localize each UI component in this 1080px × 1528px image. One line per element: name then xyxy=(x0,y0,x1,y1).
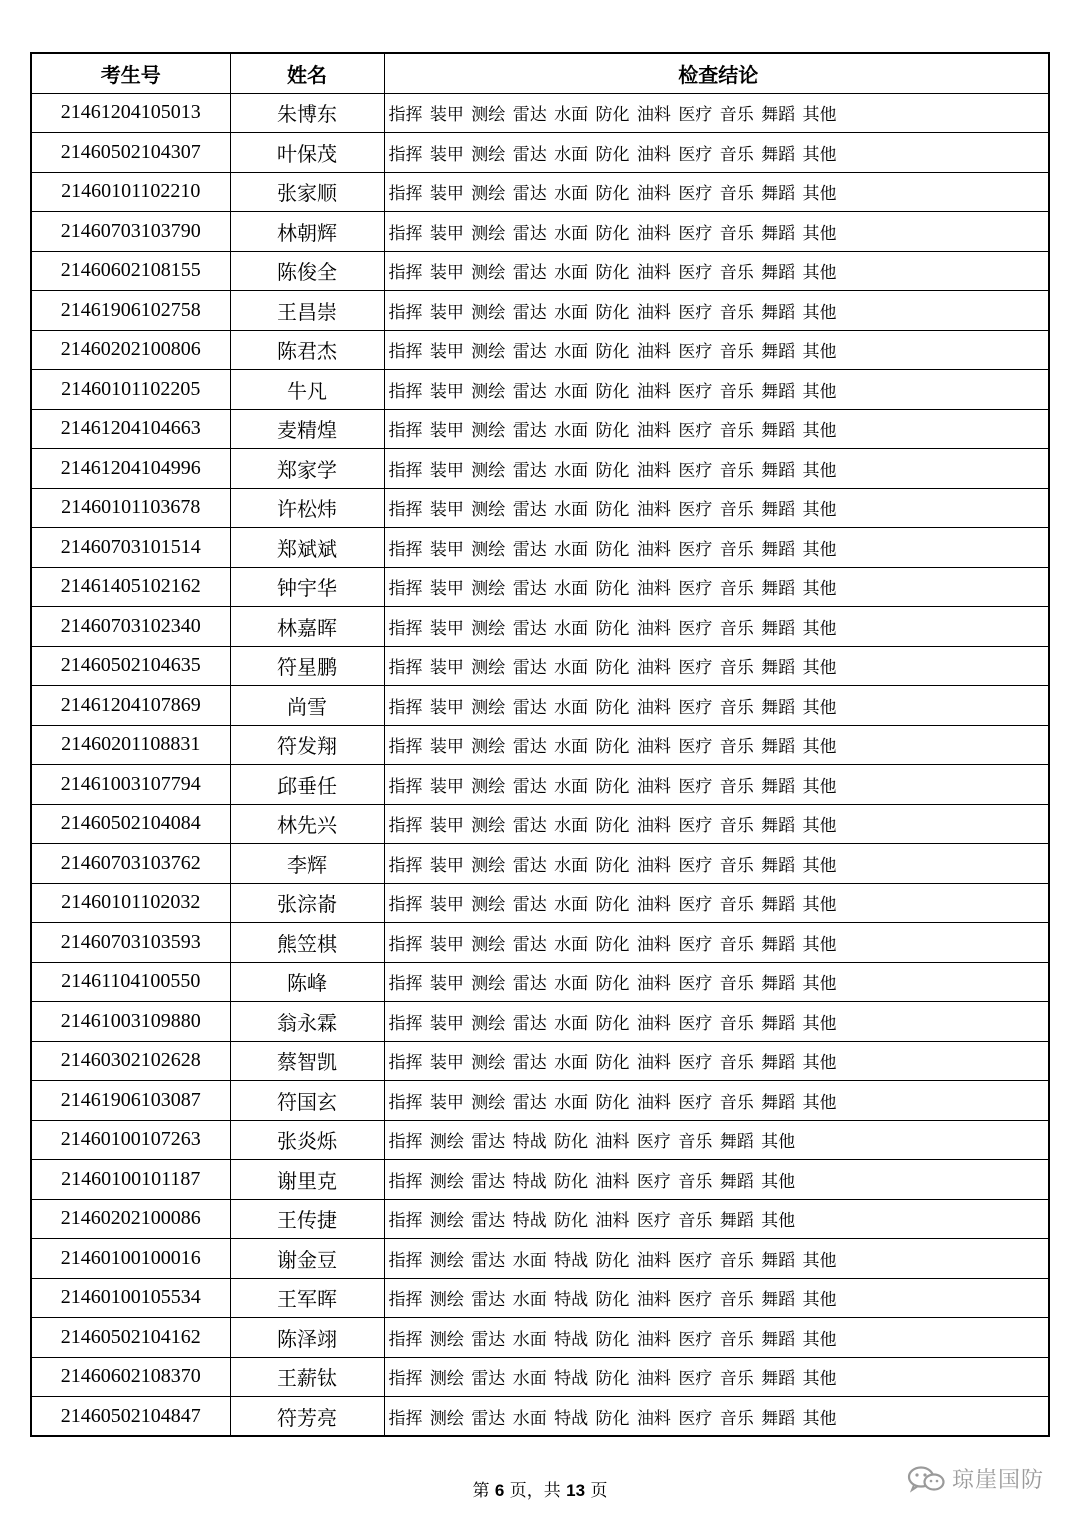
table-row xyxy=(31,725,1049,765)
name-cell: 王昌崇 xyxy=(230,291,384,331)
exam-id-cell: 21461204105013 xyxy=(31,93,230,133)
table-row xyxy=(31,409,1049,449)
result-cell: 指挥 装甲 测绘 雷达 水面 防化 油料 医疗 音乐 舞蹈 其他 xyxy=(384,1081,1049,1121)
name-cell: 麦精煌 xyxy=(230,409,384,449)
result-cell: 指挥 测绘 雷达 水面 特战 防化 油料 医疗 音乐 舞蹈 其他 xyxy=(384,1357,1049,1397)
name-cell: 牛凡 xyxy=(230,370,384,410)
name-cell: 陈泽翊 xyxy=(230,1318,384,1358)
table-row xyxy=(31,1120,1049,1160)
header-exam-id: 考生号 xyxy=(31,53,230,93)
table-row xyxy=(31,1357,1049,1397)
name-cell: 林朝辉 xyxy=(230,212,384,252)
result-cell: 指挥 装甲 测绘 雷达 水面 防化 油料 医疗 音乐 舞蹈 其他 xyxy=(384,1041,1049,1081)
exam-id-cell: 21460703103762 xyxy=(31,844,230,884)
result-cell: 指挥 装甲 测绘 雷达 水面 防化 油料 医疗 音乐 舞蹈 其他 xyxy=(384,725,1049,765)
exam-id-cell: 21460502104635 xyxy=(31,646,230,686)
name-cell: 钟宇华 xyxy=(230,567,384,607)
result-cell: 指挥 装甲 测绘 雷达 水面 防化 油料 医疗 音乐 舞蹈 其他 xyxy=(384,409,1049,449)
exam-id-cell: 21461906102758 xyxy=(31,291,230,331)
table-header-row xyxy=(31,53,1049,93)
table-row xyxy=(31,883,1049,923)
name-cell: 陈峰 xyxy=(230,962,384,1002)
header-result: 检查结论 xyxy=(384,53,1049,93)
table-row xyxy=(31,1041,1049,1081)
table-row xyxy=(31,686,1049,726)
result-cell: 指挥 装甲 测绘 雷达 水面 防化 油料 医疗 音乐 舞蹈 其他 xyxy=(384,567,1049,607)
result-cell: 指挥 装甲 测绘 雷达 水面 防化 油料 医疗 音乐 舞蹈 其他 xyxy=(384,962,1049,1002)
result-cell: 指挥 装甲 测绘 雷达 水面 防化 油料 医疗 音乐 舞蹈 其他 xyxy=(384,646,1049,686)
exam-id-cell: 21460602108370 xyxy=(31,1357,230,1397)
table-row xyxy=(31,212,1049,252)
exam-id-cell: 21460502104084 xyxy=(31,804,230,844)
exam-id-cell: 21460703101514 xyxy=(31,528,230,568)
table-row xyxy=(31,765,1049,805)
footer-total-pages: 13 xyxy=(566,1481,586,1500)
name-cell: 谢里克 xyxy=(230,1160,384,1200)
exam-id-cell: 21461405102162 xyxy=(31,567,230,607)
exam-id-cell: 21461204107869 xyxy=(31,686,230,726)
exam-id-cell: 21460703103790 xyxy=(31,212,230,252)
name-cell: 王传捷 xyxy=(230,1199,384,1239)
exam-id-cell: 21461104100550 xyxy=(31,962,230,1002)
name-cell: 翁永霖 xyxy=(230,1002,384,1042)
result-cell: 指挥 装甲 测绘 雷达 水面 防化 油料 医疗 音乐 舞蹈 其他 xyxy=(384,330,1049,370)
exam-id-cell: 21460602108155 xyxy=(31,251,230,291)
result-cell: 指挥 测绘 雷达 水面 特战 防化 油料 医疗 音乐 舞蹈 其他 xyxy=(384,1397,1049,1437)
exam-id-cell: 21460502104307 xyxy=(31,133,230,173)
exam-id-cell: 21460502104162 xyxy=(31,1318,230,1358)
exam-id-cell: 21460703102340 xyxy=(31,607,230,647)
exam-id-cell: 21460101103678 xyxy=(31,488,230,528)
result-cell: 指挥 测绘 雷达 水面 特战 防化 油料 医疗 音乐 舞蹈 其他 xyxy=(384,1239,1049,1279)
result-cell: 指挥 装甲 测绘 雷达 水面 防化 油料 医疗 音乐 舞蹈 其他 xyxy=(384,607,1049,647)
result-cell: 指挥 装甲 测绘 雷达 水面 防化 油料 医疗 音乐 舞蹈 其他 xyxy=(384,133,1049,173)
table-row xyxy=(31,528,1049,568)
result-cell: 指挥 装甲 测绘 雷达 水面 防化 油料 医疗 音乐 舞蹈 其他 xyxy=(384,488,1049,528)
table-row xyxy=(31,291,1049,331)
name-cell: 陈君杰 xyxy=(230,330,384,370)
result-cell: 指挥 装甲 测绘 雷达 水面 防化 油料 医疗 音乐 舞蹈 其他 xyxy=(384,1002,1049,1042)
results-table xyxy=(30,52,1050,1437)
name-cell: 陈俊全 xyxy=(230,251,384,291)
table-row xyxy=(31,251,1049,291)
name-cell: 叶保茂 xyxy=(230,133,384,173)
exam-id-cell: 21460100101187 xyxy=(31,1160,230,1200)
exam-id-cell: 21460100107263 xyxy=(31,1120,230,1160)
result-cell: 指挥 测绘 雷达 水面 特战 防化 油料 医疗 音乐 舞蹈 其他 xyxy=(384,1278,1049,1318)
table-row xyxy=(31,488,1049,528)
result-cell: 指挥 装甲 测绘 雷达 水面 防化 油料 医疗 音乐 舞蹈 其他 xyxy=(384,883,1049,923)
watermark-text: 琼崖国防 xyxy=(951,1468,1044,1493)
table-row xyxy=(31,330,1049,370)
exam-id-cell: 21461003109880 xyxy=(31,1002,230,1042)
exam-id-cell: 21461204104663 xyxy=(31,409,230,449)
name-cell: 符发翔 xyxy=(230,725,384,765)
name-cell: 邱垂任 xyxy=(230,765,384,805)
name-cell: 符国玄 xyxy=(230,1081,384,1121)
table-row xyxy=(31,923,1049,963)
table-row xyxy=(31,1278,1049,1318)
exam-id-cell: 21460502104847 xyxy=(31,1397,230,1437)
result-cell: 指挥 测绘 雷达 特战 防化 油料 医疗 音乐 舞蹈 其他 xyxy=(384,1160,1049,1200)
exam-id-cell: 21460101102032 xyxy=(31,883,230,923)
table-row xyxy=(31,93,1049,133)
name-cell: 尚雪 xyxy=(230,686,384,726)
name-cell: 张炎烁 xyxy=(230,1120,384,1160)
table-row xyxy=(31,1081,1049,1121)
table-row xyxy=(31,567,1049,607)
exam-id-cell: 21460202100086 xyxy=(31,1199,230,1239)
table-row xyxy=(31,1318,1049,1358)
name-cell: 郑家学 xyxy=(230,449,384,489)
name-cell: 熊笠棋 xyxy=(230,923,384,963)
table-row xyxy=(31,962,1049,1002)
name-cell: 朱博东 xyxy=(230,93,384,133)
wechat-icon xyxy=(906,1465,946,1493)
footer-middle: 页，共 xyxy=(509,1481,561,1501)
result-cell: 指挥 测绘 雷达 特战 防化 油料 医疗 音乐 舞蹈 其他 xyxy=(384,1199,1049,1239)
name-cell: 林先兴 xyxy=(230,804,384,844)
result-cell: 指挥 装甲 测绘 雷达 水面 防化 油料 医疗 音乐 舞蹈 其他 xyxy=(384,212,1049,252)
exam-id-cell: 21460101102205 xyxy=(31,370,230,410)
name-cell: 王薪钛 xyxy=(230,1357,384,1397)
table-row xyxy=(31,1239,1049,1279)
exam-id-cell: 21460101102210 xyxy=(31,172,230,212)
table-row xyxy=(31,172,1049,212)
name-cell: 林嘉晖 xyxy=(230,607,384,647)
result-cell: 指挥 装甲 测绘 雷达 水面 防化 油料 医疗 音乐 舞蹈 其他 xyxy=(384,765,1049,805)
name-cell: 符芳亮 xyxy=(230,1397,384,1437)
result-cell: 指挥 装甲 测绘 雷达 水面 防化 油料 医疗 音乐 舞蹈 其他 xyxy=(384,172,1049,212)
exam-id-cell: 21460202100806 xyxy=(31,330,230,370)
name-cell: 符星鹏 xyxy=(230,646,384,686)
result-cell: 指挥 测绘 雷达 特战 防化 油料 医疗 音乐 舞蹈 其他 xyxy=(384,1120,1049,1160)
table-row xyxy=(31,607,1049,647)
table-row xyxy=(31,1397,1049,1437)
table-row xyxy=(31,844,1049,884)
table-row xyxy=(31,646,1049,686)
name-cell: 谢金豆 xyxy=(230,1239,384,1279)
exam-id-cell: 21461003107794 xyxy=(31,765,230,805)
watermark xyxy=(906,1463,1044,1494)
exam-id-cell: 21460201108831 xyxy=(31,725,230,765)
footer-page-number: 6 xyxy=(494,1481,505,1500)
exam-id-cell: 21461906103087 xyxy=(31,1081,230,1121)
table-row xyxy=(31,370,1049,410)
name-cell: 张淙嵛 xyxy=(230,883,384,923)
header-name: 姓名 xyxy=(230,53,384,93)
exam-id-cell: 21460100105534 xyxy=(31,1278,230,1318)
table-row xyxy=(31,804,1049,844)
table-row xyxy=(31,133,1049,173)
result-cell: 指挥 装甲 测绘 雷达 水面 防化 油料 医疗 音乐 舞蹈 其他 xyxy=(384,923,1049,963)
exam-id-cell: 21461204104996 xyxy=(31,449,230,489)
exam-id-cell: 21460100100016 xyxy=(31,1239,230,1279)
name-cell: 许松炜 xyxy=(230,488,384,528)
name-cell: 蔡智凯 xyxy=(230,1041,384,1081)
result-cell: 指挥 装甲 测绘 雷达 水面 防化 油料 医疗 音乐 舞蹈 其他 xyxy=(384,686,1049,726)
result-cell: 指挥 装甲 测绘 雷达 水面 防化 油料 医疗 音乐 舞蹈 其他 xyxy=(384,844,1049,884)
exam-id-cell: 21460302102628 xyxy=(31,1041,230,1081)
name-cell: 郑斌斌 xyxy=(230,528,384,568)
table-row xyxy=(31,1199,1049,1239)
result-cell: 指挥 装甲 测绘 雷达 水面 防化 油料 医疗 音乐 舞蹈 其他 xyxy=(384,251,1049,291)
footer-prefix: 第 xyxy=(472,1481,490,1501)
table-row xyxy=(31,1002,1049,1042)
result-cell: 指挥 装甲 测绘 雷达 水面 防化 油料 医疗 音乐 舞蹈 其他 xyxy=(384,449,1049,489)
result-cell: 指挥 装甲 测绘 雷达 水面 防化 油料 医疗 音乐 舞蹈 其他 xyxy=(384,528,1049,568)
exam-id-cell: 21460703103593 xyxy=(31,923,230,963)
result-cell: 指挥 装甲 测绘 雷达 水面 防化 油料 医疗 音乐 舞蹈 其他 xyxy=(384,804,1049,844)
name-cell: 王军晖 xyxy=(230,1278,384,1318)
name-cell: 张家顺 xyxy=(230,172,384,212)
result-cell: 指挥 测绘 雷达 水面 特战 防化 油料 医疗 音乐 舞蹈 其他 xyxy=(384,1318,1049,1358)
table-row xyxy=(31,1160,1049,1200)
name-cell: 李辉 xyxy=(230,844,384,884)
result-cell: 指挥 装甲 测绘 雷达 水面 防化 油料 医疗 音乐 舞蹈 其他 xyxy=(384,370,1049,410)
result-cell: 指挥 装甲 测绘 雷达 水面 防化 油料 医疗 音乐 舞蹈 其他 xyxy=(384,93,1049,133)
table-row xyxy=(31,449,1049,489)
result-cell: 指挥 装甲 测绘 雷达 水面 防化 油料 医疗 音乐 舞蹈 其他 xyxy=(384,291,1049,331)
footer-suffix: 页 xyxy=(590,1481,608,1501)
